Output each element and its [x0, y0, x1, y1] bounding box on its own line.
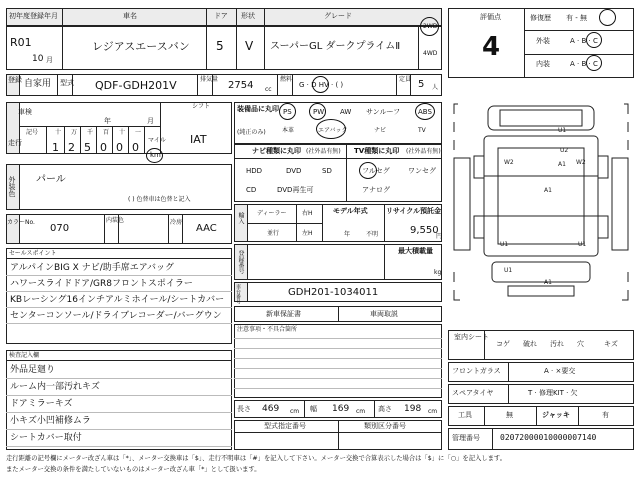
tools-value: 無 [506, 411, 513, 419]
max-load-label: 最大積載量 [398, 247, 433, 255]
colorno-label: カラーNo. [7, 219, 35, 226]
mgmt-value: 02072000010000007140 [500, 433, 597, 442]
mileage-label: 走行 [8, 139, 22, 147]
import-parallel: 並行 [267, 230, 280, 237]
capacity-unit: 人 [432, 84, 439, 91]
digit-header: 十 [119, 129, 126, 136]
interior-b-circle [586, 55, 602, 71]
navi-item: HDD [246, 167, 263, 175]
svg-text:A1: A1 [544, 187, 552, 194]
color-block [6, 164, 232, 210]
navi-item: DVD再生可 [277, 186, 314, 194]
equipment-item: PS [283, 108, 292, 116]
height-cm: cm [428, 408, 438, 415]
mileage-digit: 2 [68, 141, 75, 154]
inspection-month: 月 [147, 117, 154, 125]
import-label: 輸入 [237, 212, 244, 224]
capacity-value: 5 [418, 79, 425, 90]
glass-items: A · ×要交 [544, 367, 576, 375]
seat-item: 穴 [577, 340, 584, 348]
inspector-item: 外品足廻り [10, 365, 56, 375]
disp-value: 2754 [228, 80, 254, 91]
inspection-label: 車検 [18, 108, 32, 116]
footer-line2: またメーター交換の条件を満たしていないものはメーター改ざん車「*」として扱います。 [6, 466, 261, 473]
equipment-item: AW [340, 108, 352, 116]
tv-item: アナログ [362, 186, 390, 194]
equipment-item: ナビ [374, 127, 387, 134]
exterior-b-circle [586, 32, 602, 48]
door-value: 5 [216, 39, 224, 53]
width-value: 169 [332, 404, 350, 414]
sales-points-label: セールスポイント [9, 250, 57, 257]
grade-value: スーパーGL ダークプライムⅡ [270, 41, 401, 52]
first-reg-month: 10 [32, 54, 44, 64]
width-label: 幅 [310, 405, 317, 413]
interior-options: A · B · C [570, 60, 598, 68]
colorno-value: 070 [50, 223, 70, 234]
chassis-label: 車台番号 [235, 284, 241, 304]
equipment-item: サンルーフ [366, 108, 401, 116]
mileage-digit: 1 [52, 141, 59, 154]
fullseg-circle [359, 162, 377, 179]
drive-2wd: 2WD [423, 23, 438, 30]
seat-label: 室内シート [454, 333, 489, 341]
month-unit: 月 [46, 56, 53, 64]
jack-label: ジャッキ [542, 411, 570, 419]
color-label: 外装色 [8, 176, 16, 197]
sales-point-item: ハワースライドドア/GR8フロントスポイラー [10, 279, 193, 289]
height-value: 198 [404, 404, 422, 414]
shape-label: 形状 [241, 12, 255, 20]
import-left: 左H [302, 230, 313, 237]
inspector-label: 検査記入欄 [9, 352, 40, 359]
max-load-kg: kg [434, 269, 442, 276]
recycle-yen: 円 [436, 233, 443, 240]
shift-label: シフト [192, 103, 211, 110]
inspector-item: シートカバー取付 [10, 433, 82, 443]
navi-item: CD [246, 186, 257, 194]
ac-value: AAC [196, 223, 217, 234]
pw-circle [309, 103, 326, 120]
svg-text:U1: U1 [504, 267, 513, 274]
digit-header: 百 [103, 129, 110, 136]
navi-sub: (社外品有無) [306, 148, 341, 155]
mileage-digit: 0 [116, 141, 123, 154]
svg-text:W2: W2 [504, 159, 514, 166]
navi-item: SD [322, 167, 332, 175]
km-circle [146, 148, 163, 163]
warranty-book: 新車保証書 [266, 310, 301, 318]
type-label: 型式指定番号 [264, 422, 306, 430]
warranty-manual: 車両取説 [370, 310, 398, 318]
mileage-digit: 5 [84, 141, 91, 154]
equipment-item: エアバック [318, 127, 348, 134]
fuel-label: 燃料 [280, 76, 293, 83]
model-year-unknown: 不明 [366, 231, 379, 238]
import-dealer: ディーラー [257, 210, 287, 217]
sales-point-item: アルパインBIG X ナビ/助手席エアバッグ [10, 263, 175, 273]
svg-text:U1: U1 [578, 241, 587, 248]
first-reg-label: 初年度登録年月 [9, 12, 58, 20]
color-note: ( ) 色替車は色替と記入 [128, 196, 191, 203]
seat-item: キズ [604, 340, 618, 348]
digit-header: 十 [55, 129, 62, 136]
exterior-options: A · B · C [570, 37, 598, 45]
shape-value: V [245, 39, 254, 53]
color-value: パール [36, 174, 66, 185]
import-right: 右H [302, 210, 313, 217]
tv-label: TV種類に丸印 [354, 147, 400, 155]
model-value: QDF-GDH201V [95, 79, 177, 92]
length-value: 469 [262, 404, 280, 414]
airbag-circle [316, 119, 346, 139]
width-cm: cm [356, 408, 366, 415]
attention-label: 注意事項・不具合箇所 [237, 326, 298, 333]
inspector-item: ドアミラーキズ [10, 399, 73, 409]
svg-text:A1: A1 [558, 161, 566, 168]
equipment-item: PW [313, 108, 325, 116]
ps-circle [279, 103, 296, 120]
exterior-label: 外装 [536, 37, 550, 45]
height-label: 高さ [378, 405, 392, 413]
glass-label: フロントガラス [452, 367, 501, 375]
chassis-value: GDH201-1034011 [288, 287, 379, 298]
repair-options: 有 - 無 [566, 14, 587, 22]
drive-4wd: 4WD [423, 50, 438, 57]
car-diagram [448, 96, 634, 326]
seat-item: 破れ [523, 340, 537, 348]
interior-label: 内装 [536, 60, 550, 68]
recycle-value: 9,550 [410, 225, 439, 236]
door-label: ドア [214, 12, 228, 20]
attention-block [234, 324, 442, 398]
shift-value: IAT [190, 133, 207, 146]
use-value: 自家用 [24, 79, 52, 89]
model-year-unit: 年 [344, 231, 351, 238]
navi-item: DVD [286, 167, 302, 175]
svg-text:U2: U2 [560, 147, 569, 154]
length-cm: cm [290, 408, 300, 415]
navi-label: ナビ種類に丸印 [252, 147, 301, 155]
mileage-digit: 0 [132, 141, 139, 154]
tv-sub: (社外品有無) [406, 148, 441, 155]
equipment-label: 装備品に丸印 [237, 105, 279, 113]
repair-none-circle [599, 9, 616, 26]
svg-text:A1: A1 [544, 279, 552, 286]
equipment-item: ABS [418, 108, 432, 116]
svg-text:U1: U1 [500, 241, 509, 248]
equipment-item: TV [418, 127, 426, 134]
equipment-item: 本革 [282, 127, 295, 134]
fuel-d-circle [312, 76, 329, 93]
inspection-year: 年 [104, 117, 111, 125]
mileage-digit: 0 [100, 141, 107, 154]
capacity-label: 定員 [399, 76, 412, 83]
recycle-label: リサイクル預託金 [386, 207, 442, 215]
grade-score-value: 4 [482, 32, 501, 62]
interior-color-label: 内装色 [106, 217, 125, 224]
digit-header: 一 [135, 129, 142, 136]
km-label: km [150, 151, 161, 159]
mgmt-label: 管理番号 [452, 434, 480, 442]
seat-item: 汚れ [550, 340, 564, 348]
inspector-item: ルーム内一部汚れキズ [10, 382, 100, 392]
seat-item: コゲ [496, 340, 510, 348]
fuel-options: G · D HV · ( ) [299, 81, 344, 89]
inspector-item: 小キズ小凹補修ムラ [10, 416, 91, 426]
model-label: 型式 [60, 79, 74, 87]
reg-label: 登録 [8, 76, 22, 84]
car-name-label: 車名 [123, 12, 137, 20]
mile-label: マイル [148, 137, 166, 144]
equipment-sub: (純正のみ) [237, 129, 266, 136]
regno-label: 登録番号 [237, 250, 244, 274]
model-year-label: モデル年式 [333, 207, 368, 215]
car-name-value: レジアスエースバン [92, 40, 190, 53]
grade-score-label: 評価点 [480, 13, 501, 21]
disp-label: 排気量 [200, 76, 219, 83]
tv-item: フルセグ [362, 167, 390, 175]
tv-item: ワンセグ [408, 167, 436, 175]
sales-point-item: センターコンソール/ドライブレコーダー/バーグウン [10, 311, 222, 321]
spare-label: スペアタイヤ [452, 389, 494, 397]
sales-point-item: KBレーシング16インチアルミホイール/シートカバー [10, 295, 225, 305]
spare-items: T · 修理KIT · 欠 [528, 389, 578, 397]
jack-value: 有 [602, 411, 609, 419]
abs-circle [415, 103, 435, 120]
tools-label: 工具 [458, 411, 472, 419]
disp-unit: cc [265, 86, 272, 93]
first-reg-value: R01 [10, 36, 32, 49]
repair-label: 修復歴 [530, 14, 551, 22]
footer-line1: 走行距離の記号欄にメーター改ざん車は「*」、メーター交換車は「$」、走行不明車は「#」を記入して下さい。メーター交換で合算表示した場合は「$」に「○」を記入します。 [6, 455, 506, 462]
length-label: 長さ [237, 405, 251, 413]
ac-label: 冷房 [170, 219, 183, 226]
memo-label: 記号 [26, 129, 39, 136]
svg-text:U1: U1 [558, 127, 567, 134]
digit-header: 万 [71, 129, 78, 136]
svg-text:W2: W2 [576, 159, 586, 166]
class-label: 類別区分番号 [364, 422, 406, 430]
digit-header: 千 [87, 129, 94, 136]
grade-label: グレード [324, 12, 352, 20]
